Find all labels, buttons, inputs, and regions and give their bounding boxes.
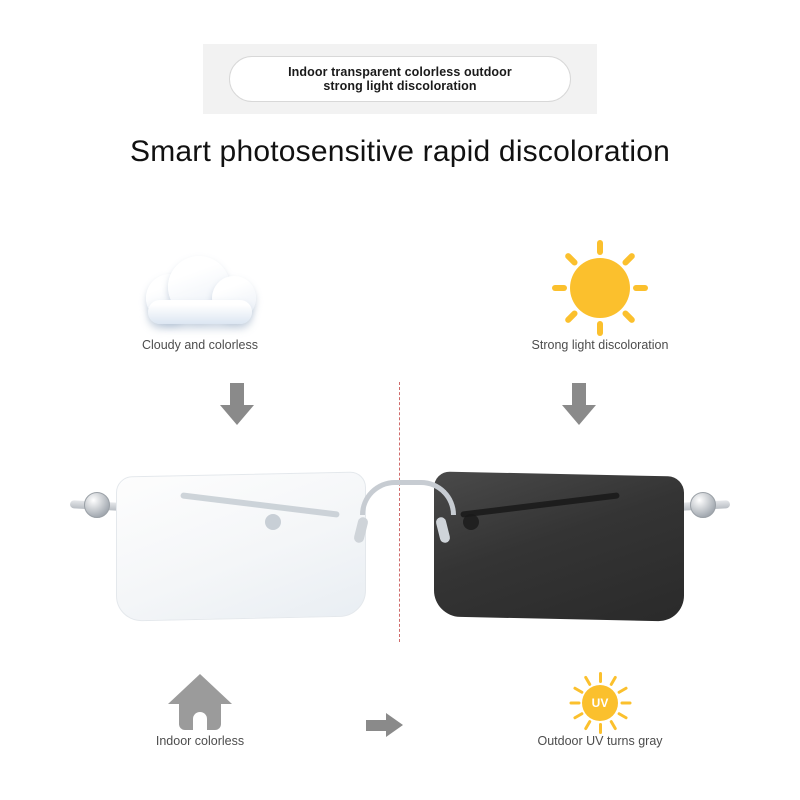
lens-dark (434, 471, 684, 621)
indoor-caption: Indoor colorless (155, 734, 245, 748)
top-banner (0, 44, 800, 114)
house-icon-box (0, 672, 400, 734)
cloud-icon (140, 248, 260, 328)
sun-icon-box (400, 238, 800, 338)
page-title: Smart photosensitive rapid discoloration (130, 135, 670, 168)
result-outdoor (400, 672, 800, 748)
uv-sun-icon (569, 672, 631, 734)
hinge-right (690, 492, 716, 518)
banner-text-line1: Indoor transparent colorless outdoor (288, 65, 512, 79)
hinge-left (84, 492, 110, 518)
condition-sunny (400, 238, 800, 352)
banner-text (272, 65, 528, 93)
arrow-down-icon-left (220, 383, 254, 427)
condition-cloudy (0, 238, 400, 352)
house-icon (168, 674, 232, 732)
uv-badge: UV (582, 685, 618, 721)
result-indoor (0, 672, 400, 748)
banner-pill (229, 56, 571, 102)
arm-tip-clear (265, 514, 281, 530)
lens-clear (116, 471, 366, 621)
uv-sun-icon-box (400, 672, 800, 734)
cloud-icon-box (0, 238, 400, 338)
outdoor-caption: Outdoor UV turns gray (537, 734, 663, 748)
banner-text-line2: strong light discoloration (323, 79, 477, 93)
cloudy-caption: Cloudy and colorless (141, 338, 259, 352)
sunny-caption: Strong light discoloration (531, 338, 669, 352)
banner-background (203, 44, 597, 114)
condition-icons-row (0, 238, 800, 373)
product-glasses (60, 462, 740, 637)
arrow-down-icon-right (562, 383, 596, 427)
arm-tip-dark (463, 514, 479, 530)
arrow-right-icon (366, 713, 406, 737)
down-arrows-row (0, 383, 800, 429)
sun-icon (552, 240, 648, 336)
